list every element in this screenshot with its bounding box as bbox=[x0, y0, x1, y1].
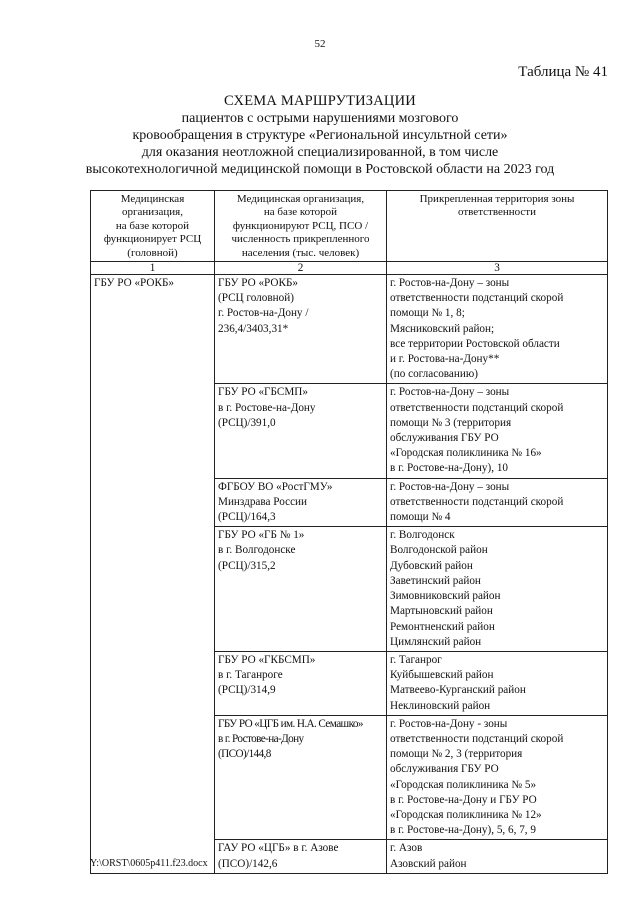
organization-cell bbox=[215, 527, 387, 652]
territory-line: помощи № 2, 3 (территория bbox=[390, 748, 523, 761]
organization-line: г. Ростов-на-Дону / bbox=[218, 307, 309, 320]
column-number-row bbox=[91, 262, 608, 275]
territory-line: Неклиновский район bbox=[390, 699, 491, 712]
territory-line: обслуживания ГБУ РО bbox=[390, 432, 499, 445]
territory-line: г. Азов bbox=[390, 842, 423, 855]
page-number: 52 bbox=[314, 38, 326, 50]
territory-line: «Городская поликлиника № 5» bbox=[390, 778, 537, 791]
territory-line: Матвеево-Курганский район bbox=[390, 684, 526, 697]
organization-line: в г. Ростове-на-Дону bbox=[218, 732, 304, 745]
header-line: на базе которой bbox=[115, 219, 190, 232]
territory-line: ответственности подстанций скорой bbox=[390, 292, 564, 305]
territory-cell bbox=[387, 527, 608, 652]
territory-line: г. Волгодонск bbox=[390, 529, 455, 542]
territory-line: Волгодонской район bbox=[390, 544, 488, 557]
territory-line: Зимовниковский район bbox=[390, 590, 501, 603]
table-label: Таблица № 41 bbox=[518, 64, 608, 80]
organization-cell bbox=[215, 715, 387, 840]
territory-line: Азовский район bbox=[390, 857, 467, 870]
organization-cell bbox=[215, 384, 387, 478]
header-line: ответственности bbox=[458, 206, 536, 219]
territory-line: помощи № 3 (территория bbox=[390, 416, 512, 429]
column-number: 1 bbox=[91, 262, 215, 275]
header-line: функционируют РСЦ, ПСО / bbox=[232, 219, 369, 232]
organization-cell bbox=[215, 840, 387, 873]
header-line: организация, bbox=[122, 206, 183, 219]
territory-line: «Городская поликлиника № 16» bbox=[390, 447, 542, 460]
territory-line: Дубовский район bbox=[390, 559, 473, 572]
organization-line: 236,4/3403,31* bbox=[218, 322, 289, 335]
header-line: Медицинская организация, bbox=[236, 193, 365, 205]
title-main: СХЕМА МАРШРУТИЗАЦИИ bbox=[224, 93, 416, 109]
territory-line: и г. Ростова-на-Дону** bbox=[390, 353, 500, 366]
territory-line: в г. Ростове-на-Дону), 5, 6, 7, 9 bbox=[390, 824, 536, 837]
header-line: функционирует РСЦ bbox=[103, 233, 202, 246]
header-line: Прикрепленная территория зоны bbox=[419, 193, 575, 205]
territory-line: помощи № 4 bbox=[390, 511, 451, 524]
file-path-footer: Y:\ORST\0605p411.f23.docx bbox=[90, 858, 208, 869]
territory-line: г. Ростов-на-Дону – зоны bbox=[390, 480, 510, 493]
territory-line: Мартыновский район bbox=[390, 605, 493, 618]
organization-line: ГБУ РО «ГБСМП» bbox=[218, 386, 308, 399]
organization-line: (ПСО)/144,8 bbox=[218, 748, 271, 761]
organization-cell bbox=[215, 651, 387, 715]
column-number: 2 bbox=[215, 262, 387, 275]
territory-line: Мясниковский район; bbox=[390, 322, 495, 335]
territory-cell bbox=[387, 478, 608, 527]
territory-line: г. Ростов-на-Дону - зоны bbox=[390, 717, 508, 730]
head-organization-cell bbox=[91, 275, 215, 874]
organization-line: ГБУ РО «РОКБ» bbox=[218, 277, 298, 290]
header-line: (головной) bbox=[127, 246, 178, 259]
territory-line: ответственности подстанций скорой bbox=[390, 401, 564, 414]
territory-line: г. Таганрог bbox=[390, 653, 442, 666]
header-line: численность прикрепленного bbox=[231, 233, 370, 246]
organization-line: в г. Волгодонске bbox=[218, 544, 296, 557]
head-organization: ГБУ РО «РОКБ» bbox=[94, 277, 174, 290]
table-row bbox=[91, 275, 608, 384]
organization-cell bbox=[215, 478, 387, 527]
header-col1 bbox=[91, 191, 215, 262]
organization-line: ФГБОУ ВО «РостГМУ» bbox=[218, 480, 333, 493]
header-line: населения (тыс. человек) bbox=[241, 246, 360, 259]
territory-line: г. Ростов-на-Дону – зоны bbox=[390, 277, 510, 290]
territory-line: (по согласованию) bbox=[390, 368, 478, 381]
organization-line: (РСЦ)/314,9 bbox=[218, 684, 276, 697]
territory-cell bbox=[387, 715, 608, 840]
routing-table bbox=[90, 190, 608, 874]
column-number: 3 bbox=[387, 262, 608, 275]
organization-cell bbox=[215, 275, 387, 384]
organization-line: ГАУ РО «ЦГБ» в г. Азове bbox=[218, 842, 339, 855]
territory-line: Куйбышевский район bbox=[390, 669, 494, 682]
title-line: пациентов с острыми нарушениями мозгового bbox=[181, 111, 459, 126]
title-block bbox=[40, 93, 600, 178]
header-line: на базе которой bbox=[263, 206, 338, 219]
territory-cell bbox=[387, 384, 608, 478]
organization-line: (РСЦ)/391,0 bbox=[218, 416, 276, 429]
territory-line: Цимлянский район bbox=[390, 635, 482, 648]
territory-line: в г. Ростове-на-Дону и ГБУ РО bbox=[390, 793, 537, 806]
territory-line: помощи № 1, 8; bbox=[390, 307, 465, 320]
organization-line: (РСЦ)/315,2 bbox=[218, 559, 276, 572]
table-header-row bbox=[91, 191, 608, 262]
territory-line: ответственности подстанций скорой bbox=[390, 495, 564, 508]
title-line: для оказания неотложной специализированной, в том числе bbox=[141, 145, 499, 160]
header-col3 bbox=[387, 191, 608, 262]
territory-line: в г. Ростове-на-Дону), 10 bbox=[390, 462, 509, 475]
table-body bbox=[91, 275, 608, 874]
organization-line: Минздрава России bbox=[218, 495, 308, 508]
header-col2 bbox=[215, 191, 387, 262]
territory-line: все территории Ростовской области bbox=[390, 337, 560, 350]
title-line: кровообращения в структуре «Региональной инсультной сети» bbox=[132, 128, 508, 143]
territory-line: Заветинский район bbox=[390, 574, 481, 587]
organization-line: (РСЦ)/164,3 bbox=[218, 511, 276, 524]
organization-line: ГБУ РО «ЦГБ им. Н.А. Семашко» bbox=[218, 717, 363, 730]
territory-cell bbox=[387, 840, 608, 873]
territory-line: г. Ростов-на-Дону – зоны bbox=[390, 386, 510, 399]
territory-line: Ремонтненский район bbox=[390, 620, 495, 633]
organization-line: (ПСО)/142,6 bbox=[218, 857, 278, 870]
territory-line: ответственности подстанций скорой bbox=[390, 732, 564, 745]
territory-cell bbox=[387, 275, 608, 384]
organization-line: ГБУ РО «ГБ № 1» bbox=[218, 529, 305, 542]
territory-cell bbox=[387, 651, 608, 715]
territory-line: «Городская поликлиника № 12» bbox=[390, 808, 542, 821]
header-line: Медицинская bbox=[120, 193, 185, 205]
organization-line: (РСЦ головной) bbox=[218, 292, 294, 305]
organization-line: в г. Таганроге bbox=[218, 669, 283, 682]
territory-line: обслуживания ГБУ РО bbox=[390, 763, 499, 776]
title-line: высокотехнологичной медицинской помощи в Ростовской области на 2023 год bbox=[85, 162, 555, 177]
organization-line: в г. Ростове-на-Дону bbox=[218, 401, 316, 414]
organization-line: ГБУ РО «ГКБСМП» bbox=[218, 653, 316, 666]
